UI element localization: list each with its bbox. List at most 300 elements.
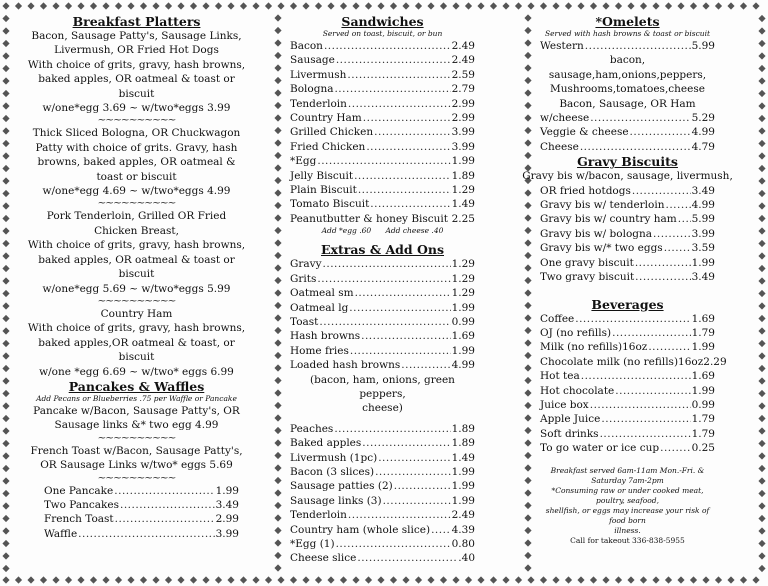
border-diamond xyxy=(615,2,622,9)
border-diamond xyxy=(274,177,281,184)
menu-item: One Pancake ..... 1.99 xyxy=(44,484,239,498)
border-diamond xyxy=(627,576,634,583)
border-diamond xyxy=(52,576,59,583)
border-diamond xyxy=(390,2,397,9)
menu-item: Toast ..... 0.99 xyxy=(290,315,475,329)
border-diamond xyxy=(227,576,234,583)
border-diamond xyxy=(402,576,409,583)
border-diamond xyxy=(758,352,765,359)
menu-item: Sausage patties (2) ..... 1.99 xyxy=(290,479,475,493)
border-diamond xyxy=(524,514,531,521)
border-diamond xyxy=(2,352,9,359)
sandwiches-add-note: Add *egg .60 Add cheese .40 xyxy=(321,226,444,236)
separator: ~~~~~~~~~~ xyxy=(97,431,176,444)
breakfast-line: baked apples, OR oatmeal & toast or xyxy=(38,73,235,86)
warning-note: illness. xyxy=(614,525,641,535)
border-diamond xyxy=(524,439,531,446)
border-diamond xyxy=(524,189,531,196)
border-diamond xyxy=(277,2,284,9)
border-diamond xyxy=(274,264,281,271)
border-diamond xyxy=(752,576,759,583)
takeout-phone: Call for takeout 336-838-5955 xyxy=(570,535,685,545)
menu-item: Hash browns ..... 1.69 xyxy=(290,329,475,343)
border-diamond xyxy=(2,552,9,559)
menu-item: Cheese ..... 4.79 xyxy=(540,140,715,154)
breakfast-price: w/one *egg 6.69 ~ w/two* eggs 6.99 xyxy=(39,365,234,378)
border-diamond xyxy=(274,477,281,484)
border-diamond xyxy=(177,576,184,583)
border-diamond xyxy=(2,340,9,347)
border-diamond xyxy=(715,576,722,583)
border-diamond xyxy=(758,152,765,159)
breakfast-price: w/one*egg 4.69 ~ w/two*eggs 4.99 xyxy=(42,185,231,198)
border-diamond xyxy=(758,90,765,97)
border-diamond xyxy=(524,389,531,396)
border-diamond xyxy=(274,252,281,259)
border-diamond xyxy=(752,2,759,9)
border-diamond xyxy=(77,2,84,9)
border-diamond xyxy=(740,2,747,9)
border-diamond xyxy=(40,576,47,583)
border-diamond xyxy=(590,576,597,583)
border-diamond xyxy=(2,52,9,59)
menu-item: w/cheese ..... 5.29 xyxy=(540,111,715,125)
border-diamond xyxy=(340,2,347,9)
menu-item: Loaded hash browns ..... 4.99 xyxy=(290,358,475,372)
menu-item: Bologna ..... 2.79 xyxy=(290,82,475,96)
border-diamond xyxy=(758,402,765,409)
menu-item: Hot chocolate ..... 1.99 xyxy=(540,384,715,398)
border-diamond xyxy=(758,265,765,272)
border-diamond xyxy=(615,576,622,583)
border-diamond xyxy=(427,2,434,9)
border-diamond xyxy=(540,2,547,9)
border-diamond xyxy=(465,2,472,9)
border-diamond xyxy=(552,2,559,9)
separator: ~~~~~~~~~~ xyxy=(97,471,176,484)
border-diamond xyxy=(2,327,9,334)
breakfast-line: biscuit xyxy=(118,268,155,281)
menu-item: Western ..... 5.99 xyxy=(540,39,715,53)
separator: ~~~~~~~~~~ xyxy=(97,294,176,307)
border-diamond xyxy=(2,515,9,522)
menu-item: Country ham (whole slice) ..... 4.39 xyxy=(290,523,475,537)
menu-item: Grits ..... 1.29 xyxy=(290,272,475,286)
column-sandwiches xyxy=(290,14,475,572)
border-diamond xyxy=(577,576,584,583)
breakfast-line: browns, baked apples, OR oatmeal & xyxy=(37,156,236,169)
border-diamond xyxy=(274,539,281,546)
border-diamond xyxy=(524,289,531,296)
border-diamond xyxy=(452,576,459,583)
menu-item: Country Ham ..... 2.99 xyxy=(290,111,475,125)
omelets-title: *Omelets xyxy=(595,14,660,29)
menu-item: Livermush (1pc) ..... 1.49 xyxy=(290,451,475,465)
menu-item: Gravy bis w/ tenderloin ..... 4.99 xyxy=(540,198,715,212)
border-diamond xyxy=(602,2,609,9)
border-diamond xyxy=(524,302,531,309)
border-diamond xyxy=(640,576,647,583)
border-diamond xyxy=(527,576,534,583)
menu-item: Cheese slice ..... .40 xyxy=(290,551,475,565)
menu-item: Fried Chicken ..... 3.99 xyxy=(290,140,475,154)
menu-item: Grilled Chicken ..... 3.99 xyxy=(290,125,475,139)
border-diamond xyxy=(565,2,572,9)
border-diamond xyxy=(758,27,765,34)
border-diamond xyxy=(490,576,497,583)
border-diamond xyxy=(758,515,765,522)
border-diamond xyxy=(90,2,97,9)
border-diamond xyxy=(524,27,531,34)
border-diamond xyxy=(524,502,531,509)
border-diamond xyxy=(274,164,281,171)
border-diamond xyxy=(740,576,747,583)
border-diamond xyxy=(758,140,765,147)
border-diamond xyxy=(274,489,281,496)
border-diamond xyxy=(2,365,9,372)
border-diamond xyxy=(2,402,9,409)
menu-item: Home fries ..... 1.99 xyxy=(290,344,475,358)
menu-item: Baked apples ..... 1.89 xyxy=(290,436,475,450)
border-diamond xyxy=(2,77,9,84)
border-diamond xyxy=(2,115,9,122)
border-diamond xyxy=(274,339,281,346)
border-diamond xyxy=(602,576,609,583)
border-diamond xyxy=(524,339,531,346)
border-diamond xyxy=(502,576,509,583)
breakfast-line: baked apples,OR oatmeal & toast, or xyxy=(38,336,235,349)
border-diamond xyxy=(477,2,484,9)
border-diamond xyxy=(2,452,9,459)
border-diamond xyxy=(190,576,197,583)
border-diamond xyxy=(274,514,281,521)
border-diamond xyxy=(524,102,531,109)
border-diamond xyxy=(2,177,9,184)
border-diamond xyxy=(290,2,297,9)
border-diamond xyxy=(302,576,309,583)
pancake-line: French Toast w/Bacon, Sausage Patty's, xyxy=(30,444,243,457)
border-diamond xyxy=(524,202,531,209)
menu-item: Hot tea ..... 1.69 xyxy=(540,369,715,383)
border-diamond xyxy=(40,2,47,9)
border-diamond xyxy=(315,576,322,583)
border-diamond xyxy=(2,565,9,572)
border-diamond xyxy=(565,576,572,583)
border-diamond xyxy=(758,202,765,209)
border-diamond xyxy=(758,165,765,172)
menu-item: Oatmeal sm ..... 1.29 xyxy=(290,286,475,300)
border-diamond xyxy=(2,502,9,509)
border-diamond xyxy=(758,240,765,247)
border-diamond xyxy=(524,89,531,96)
border-diamond xyxy=(758,527,765,534)
border-diamond xyxy=(274,114,281,121)
border-diamond xyxy=(240,576,247,583)
menu-item: Livermush ..... 2.59 xyxy=(290,68,475,82)
border-diamond xyxy=(758,440,765,447)
breakfast-line: baked apples, OR oatmeal & toast or xyxy=(38,253,235,266)
beverages-title: Beverages xyxy=(591,296,664,312)
border-diamond xyxy=(152,2,159,9)
menu-item: Bacon ..... 2.49 xyxy=(290,39,475,53)
border-diamond xyxy=(274,14,281,21)
border-diamond xyxy=(274,439,281,446)
border-diamond xyxy=(274,239,281,246)
border-diamond xyxy=(274,227,281,234)
border-diamond xyxy=(2,490,9,497)
border-diamond xyxy=(524,277,531,284)
border-diamond xyxy=(274,314,281,321)
border-diamond xyxy=(702,576,709,583)
border-diamond xyxy=(352,2,359,9)
breakfast-block-2 xyxy=(18,126,255,198)
border-diamond xyxy=(524,239,531,246)
border-diamond xyxy=(115,2,122,9)
border-diamond xyxy=(758,40,765,47)
border-diamond xyxy=(2,315,9,322)
breakfast-line: Patty with choice of grits. Gravy, hash xyxy=(35,141,238,154)
menu-item: Gravy bis w/ bologna ..... 3.99 xyxy=(540,227,715,241)
border-diamond xyxy=(365,2,372,9)
breakfast-price: w/one*egg 5.69 ~ w/two*eggs 5.99 xyxy=(42,282,231,295)
border-diamond xyxy=(427,576,434,583)
border-diamond xyxy=(2,302,9,309)
border-diamond xyxy=(552,576,559,583)
border-diamond xyxy=(274,427,281,434)
border-diamond xyxy=(252,2,259,9)
border-diamond xyxy=(165,2,172,9)
border-diamond xyxy=(524,352,531,359)
menu-item: Peanutbutter & honey Biscuit 2.25 xyxy=(290,212,475,225)
breakfast-title: Breakfast Platters xyxy=(72,14,201,29)
border-diamond xyxy=(274,27,281,34)
border-diamond xyxy=(524,139,531,146)
warning-note: shellfish, or eggs may increase your risk of food born xyxy=(545,505,710,525)
border-diamond xyxy=(274,402,281,409)
border-diamond xyxy=(665,2,672,9)
border-diamond xyxy=(274,552,281,559)
border-diamond xyxy=(2,27,9,34)
border-diamond xyxy=(2,2,9,9)
gravy-title: Gravy Biscuits xyxy=(577,154,678,170)
menu-item: Milk (no refills)16oz ..... 1.99 xyxy=(540,340,715,354)
border-diamond xyxy=(65,2,72,9)
breakfast-block-3 xyxy=(18,209,255,295)
border-diamond xyxy=(524,539,531,546)
border-diamond xyxy=(758,190,765,197)
border-diamond xyxy=(274,414,281,421)
menu-item: Tomato Biscuit ..... 1.49 xyxy=(290,197,475,211)
border-diamond xyxy=(440,2,447,9)
border-diamond xyxy=(274,302,281,309)
sandwiches-note: Served on toast, biscuit, or bun xyxy=(322,29,443,38)
menu-item: *Egg ..... 1.99 xyxy=(290,154,475,168)
breakfast-line: biscuit xyxy=(118,351,155,364)
border-diamond xyxy=(2,440,9,447)
border-diamond xyxy=(690,2,697,9)
border-diamond xyxy=(274,214,281,221)
border-diamond xyxy=(652,576,659,583)
breakfast-block-4 xyxy=(18,307,255,379)
omelets-note: Served with hash browns & toast or biscuit xyxy=(544,29,711,38)
border-diamond xyxy=(202,576,209,583)
border-diamond xyxy=(758,477,765,484)
breakfast-line: Pork Tenderloin, Grilled OR Fried xyxy=(46,210,227,223)
menu-item: Two gravy biscuit ..... 3.49 xyxy=(540,270,715,284)
breakfast-line: With choice of grits, gravy, hash browns, xyxy=(27,58,246,71)
border-diamond xyxy=(758,77,765,84)
border-diamond xyxy=(340,576,347,583)
border-diamond xyxy=(115,576,122,583)
border-diamond xyxy=(2,152,9,159)
border-diamond xyxy=(2,165,9,172)
border-diamond xyxy=(102,576,109,583)
border-diamond xyxy=(524,314,531,321)
border-diamond xyxy=(165,576,172,583)
border-diamond xyxy=(274,89,281,96)
border-diamond xyxy=(2,465,9,472)
border-diamond xyxy=(327,2,334,9)
border-diamond xyxy=(524,427,531,434)
border-diamond xyxy=(2,190,9,197)
border-diamond xyxy=(2,65,9,72)
border-diamond xyxy=(2,15,9,22)
border-diamond xyxy=(452,2,459,9)
border-diamond xyxy=(2,140,9,147)
border-diamond xyxy=(2,90,9,97)
menu-item: Coffee ..... 1.69 xyxy=(540,312,715,326)
breakfast-block-1 xyxy=(18,29,255,115)
border-diamond xyxy=(274,377,281,384)
border-diamond xyxy=(524,64,531,71)
border-diamond xyxy=(240,2,247,9)
border-diamond xyxy=(758,252,765,259)
separator: ~~~~~~~~~~ xyxy=(97,114,176,127)
border-diamond xyxy=(2,390,9,397)
border-diamond xyxy=(2,576,9,583)
loaded-note: cheese) xyxy=(362,402,403,415)
breakfast-line: Country Ham xyxy=(100,307,173,320)
border-diamond xyxy=(640,2,647,9)
border-diamond xyxy=(677,2,684,9)
border-diamond xyxy=(2,477,9,484)
menu-item: OJ (no refills) ..... 1.79 xyxy=(540,326,715,340)
border-diamond xyxy=(377,2,384,9)
border-diamond xyxy=(524,364,531,371)
border-diamond xyxy=(758,502,765,509)
border-diamond xyxy=(758,552,765,559)
menu-item: Sausage ..... 2.49 xyxy=(290,53,475,67)
border-diamond xyxy=(152,576,159,583)
border-diamond xyxy=(2,40,9,47)
menu-item: Gravy ..... 1.29 xyxy=(290,257,475,271)
border-diamond xyxy=(524,52,531,59)
border-diamond xyxy=(524,464,531,471)
border-diamond xyxy=(274,564,281,571)
separator: ~~~~~~~~~~ xyxy=(97,197,176,210)
border-diamond xyxy=(702,2,709,9)
breakfast-line: Livermush, OR Fried Hot Dogs xyxy=(54,44,219,57)
border-diamond xyxy=(274,189,281,196)
border-diamond xyxy=(127,2,134,9)
border-diamond xyxy=(215,2,222,9)
border-diamond xyxy=(758,390,765,397)
border-diamond xyxy=(2,227,9,234)
border-diamond xyxy=(524,402,531,409)
border-diamond xyxy=(524,377,531,384)
border-diamond xyxy=(390,576,397,583)
border-diamond xyxy=(758,115,765,122)
border-diamond xyxy=(290,576,297,583)
border-diamond xyxy=(2,240,9,247)
border-diamond xyxy=(577,2,584,9)
border-diamond xyxy=(524,527,531,534)
border-diamond xyxy=(252,576,259,583)
border-diamond xyxy=(2,215,9,222)
hours-note: Breakfast served 6am-11am Mon.-Fri. & xyxy=(550,465,705,475)
border-diamond xyxy=(758,102,765,109)
border-diamond xyxy=(758,315,765,322)
pancakes-title: Pancakes & Waffles xyxy=(68,378,205,394)
border-diamond xyxy=(665,576,672,583)
pancake-line: Pancake w/Bacon, Sausage Patty's, OR xyxy=(33,404,240,417)
border-diamond xyxy=(274,139,281,146)
border-diamond xyxy=(274,452,281,459)
border-diamond xyxy=(758,452,765,459)
border-diamond xyxy=(758,277,765,284)
border-diamond xyxy=(274,202,281,209)
border-diamond xyxy=(758,427,765,434)
border-diamond xyxy=(2,290,9,297)
border-diamond xyxy=(524,477,531,484)
border-diamond xyxy=(758,15,765,22)
border-diamond xyxy=(274,152,281,159)
border-diamond xyxy=(2,127,9,134)
border-diamond xyxy=(727,2,734,9)
border-diamond xyxy=(524,564,531,571)
border-diamond xyxy=(524,227,531,234)
menu-item: Veggie & cheese ..... 4.99 xyxy=(540,125,715,139)
border-diamond xyxy=(274,77,281,84)
border-diamond xyxy=(274,389,281,396)
border-diamond xyxy=(274,352,281,359)
border-diamond xyxy=(265,2,272,9)
border-diamond xyxy=(2,252,9,259)
border-diamond xyxy=(140,576,147,583)
border-diamond xyxy=(15,2,22,9)
border-diamond xyxy=(102,2,109,9)
border-diamond xyxy=(627,2,634,9)
menu-item: *Egg (1) ..... 0.80 xyxy=(290,537,475,551)
border-diamond xyxy=(758,302,765,309)
border-diamond xyxy=(2,202,9,209)
omelet-desc: Mushrooms,tomatoes,cheese xyxy=(550,83,705,96)
border-diamond xyxy=(758,215,765,222)
border-diamond xyxy=(758,490,765,497)
breakfast-price: w/one*egg 3.69 ~ w/two*eggs 3.99 xyxy=(42,102,231,115)
border-diamond xyxy=(274,289,281,296)
border-diamond xyxy=(524,489,531,496)
border-diamond xyxy=(52,2,59,9)
border-diamond xyxy=(140,2,147,9)
border-diamond xyxy=(758,227,765,234)
omelet-desc: bacon, sausage,ham,onions,peppers, xyxy=(548,54,707,81)
border-diamond xyxy=(302,2,309,9)
border-diamond xyxy=(527,2,534,9)
pancake-list xyxy=(18,484,255,542)
border-diamond xyxy=(524,114,531,121)
breakfast-line: toast or biscuit xyxy=(96,170,177,183)
